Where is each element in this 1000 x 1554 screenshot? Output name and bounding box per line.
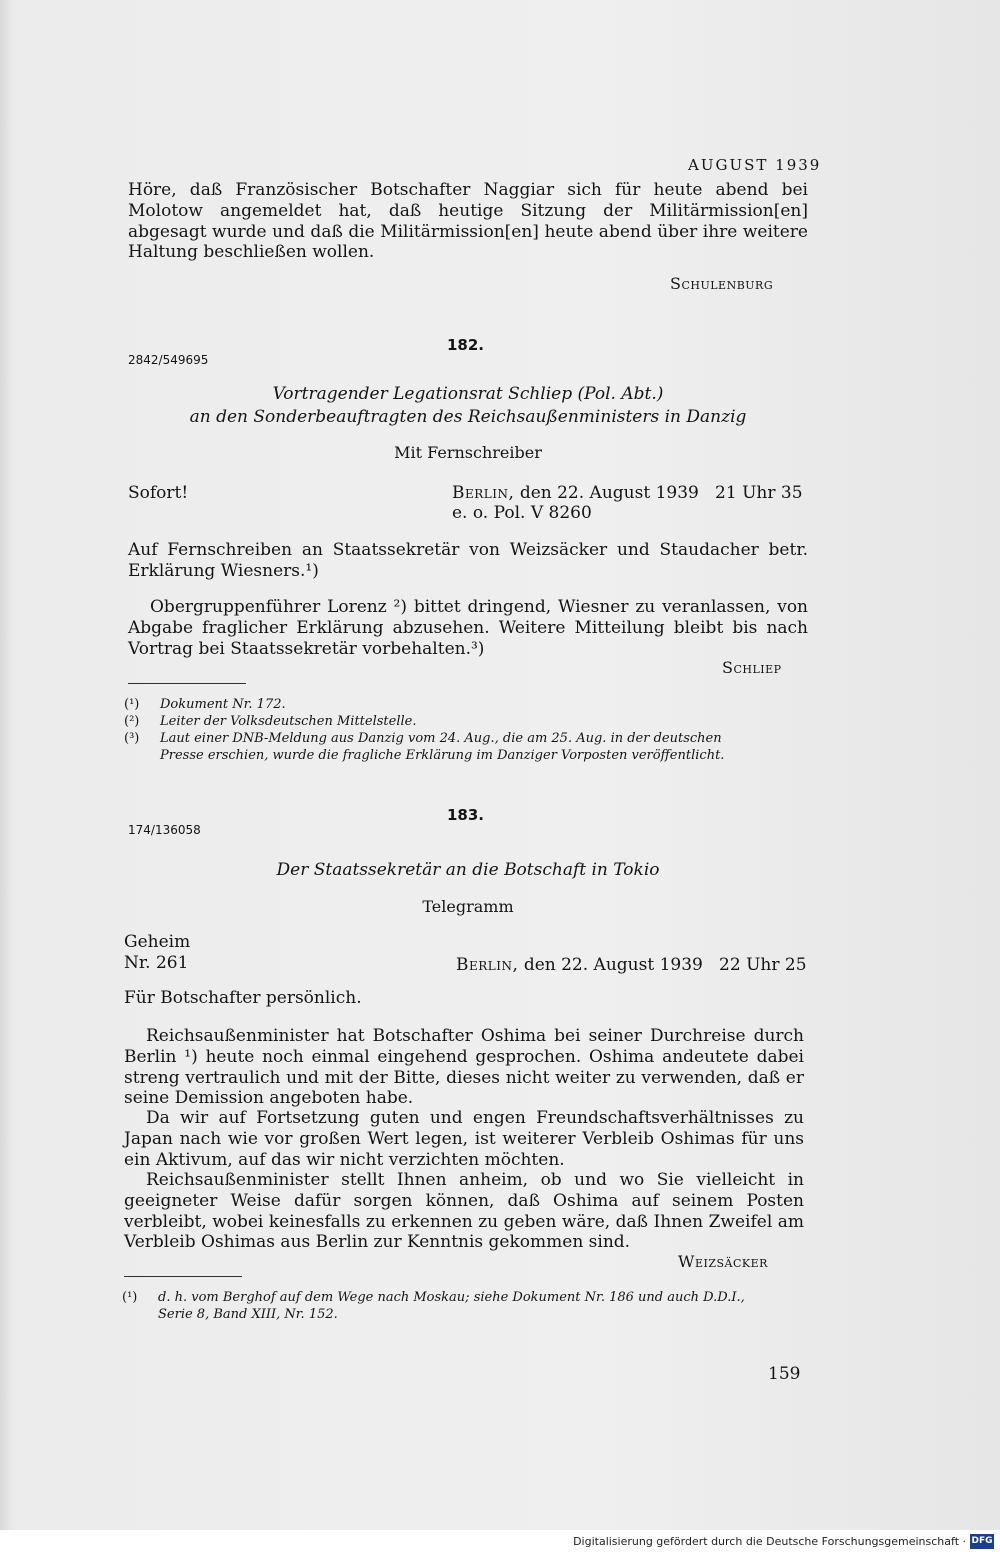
funding-credit: Digitalisierung gefördert durch die Deutsche Forschungsgemeinschaft · xyxy=(573,1535,966,1548)
dateline-183 xyxy=(456,955,807,975)
footnote-marker: (³) xyxy=(124,731,140,746)
paragraph-182-1: Auf Fernschreiben an Staatssekretär von Weizsäcker und Staudacher betr. Erklärung Wiesners.¹) xyxy=(128,540,808,581)
footnote-text: Presse erschien, wurde die fragliche Erklärung im Danziger Vorposten veröffentlicht. xyxy=(160,748,725,763)
footnote-text: Serie 8, Band XIII, Nr. 152. xyxy=(158,1307,338,1322)
footnote-text: Laut einer DNB-Meldung aus Danzig vom 24. Aug., die am 25. Aug. in der deutschen xyxy=(160,731,722,746)
archive-reference-182: 2842/549695 xyxy=(128,353,209,367)
running-header: AUGUST 1939 xyxy=(688,156,822,174)
date-time-182: den 22. August 1939 21 Uhr 35 xyxy=(519,483,803,503)
paragraph-183-2: Da wir auf Fortsetzung guten und engen Freundschaftsverhältnisses zu Japan nach wie vor großen Wert legen, ist weiterer Verbleib Oshimas für uns ein Aktivum, auf das wir nicht verzichten möchten. xyxy=(124,1108,804,1170)
document-title-line1: Vortragender Legationsrat Schliep (Pol. Abt.) xyxy=(272,384,664,404)
file-number-182: e. o. Pol. V 8260 xyxy=(452,503,592,523)
intro-paragraph: Höre, daß Französischer Botschafter Naggiar sich für heute abend bei Molotow angemeldet hat, daß heutige Sitzung der Militärmission[en] abgesagt wurde und daß die Militärmission[en] heute abend über ihre weitere Haltung beschließen wollen. xyxy=(128,180,808,263)
footnote-text: Dokument Nr. 172. xyxy=(160,697,286,712)
document-number-183: 183. xyxy=(447,806,485,824)
paragraph-182-2: Obergruppenführer Lorenz ²) bittet dringend, Wiesner zu veranlassen, von Abgabe fraglicher Erklärung abzusehen. Weitere Mitteilung bleibt bis nach Vortrag bei Staatssekretär vorbehalten.³) xyxy=(128,597,808,659)
place-berlin: Berlin, xyxy=(456,955,519,975)
footnote-separator-183 xyxy=(124,1276,242,1277)
digitization-footer xyxy=(0,1530,1000,1554)
dateline-182 xyxy=(452,483,803,503)
document-title-line2: an den Sonderbeauftragten des Reichsaußenministers in Danzig xyxy=(189,407,747,427)
page-number: 159 xyxy=(768,1364,801,1384)
transmission-method: Mit Fernschreiber xyxy=(394,443,542,462)
salutation: Für Botschafter persönlich. xyxy=(124,988,362,1008)
transmission-method-183: Telegramm xyxy=(422,897,514,916)
document-title-183: Der Staatssekretär an die Botschaft in Tokio xyxy=(276,860,660,880)
dfg-logo[interactable]: DFG xyxy=(970,1534,994,1549)
footnote-marker: (¹) xyxy=(124,697,140,712)
place-berlin: Berlin, xyxy=(452,483,515,503)
footnote-marker: (²) xyxy=(124,714,140,729)
footnote-text: d. h. vom Berghof auf dem Wege nach Moskau; siehe Dokument Nr. 186 und auch D.D.I., xyxy=(158,1290,745,1305)
classification-label: Geheim xyxy=(124,932,191,952)
archive-reference-183: 174/136058 xyxy=(128,823,201,837)
urgency-label: Sofort! xyxy=(128,483,189,503)
signature-schulenburg: Schulenburg xyxy=(670,274,774,293)
paragraph-183-1: Reichsaußenminister hat Botschafter Oshima bei seiner Durchreise durch Berlin ¹) heute noch einmal eingehend gesprochen. Oshima andeutete dabei streng vertraulich und mit der Bitte, dieses nicht weiter zu verwenden, daß er seine Demission angeboten habe. xyxy=(124,1026,804,1109)
document-number-182: 182. xyxy=(447,336,485,354)
paragraph-183-3: Reichsaußenminister stellt Ihnen anheim, ob und wo Sie vielleicht in geeigneter Weise dafür sorgen können, daß Oshima auf seinem Posten verbleibt, wobei keinesfalls zu erkennen zu geben wäre, daß Ihnen Zweifel am Verbleib Oshimas aus Berlin zur Kenntnis gekommen sind. xyxy=(124,1170,804,1253)
telegram-number: Nr. 261 xyxy=(124,953,189,973)
footnote-marker: (¹) xyxy=(122,1290,138,1305)
signature-schliep: Schliep xyxy=(722,658,782,677)
footnote-separator-182 xyxy=(128,683,246,684)
footnote-text: Leiter der Volksdeutschen Mittelstelle. xyxy=(160,714,417,729)
signature-weizsaecker: Weizsäcker xyxy=(678,1252,768,1271)
date-time-183: den 22. August 1939 22 Uhr 25 xyxy=(523,955,807,975)
